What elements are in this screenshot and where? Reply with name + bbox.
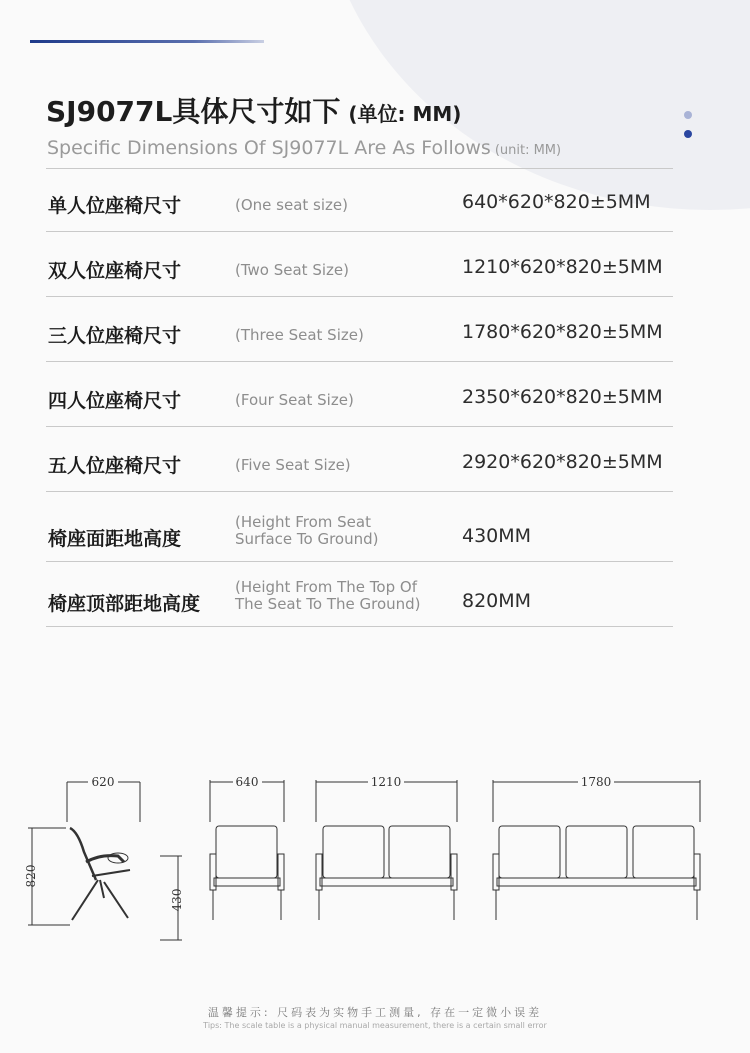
- front-view-1-seat: [210, 775, 284, 920]
- decor-dot: [684, 130, 692, 138]
- row-label-cn: 四人位座椅尺寸: [48, 390, 182, 412]
- width-2-label: 1210: [370, 775, 402, 789]
- side-depth-label: 620: [91, 775, 115, 789]
- row-value: 820MM: [462, 590, 532, 612]
- row-label-en: (Three Seat Size): [235, 326, 364, 344]
- size-row: [46, 169, 673, 232]
- front-view-2-seat: [316, 775, 457, 920]
- row-label-cn: 单人位座椅尺寸: [48, 195, 182, 217]
- row-label-en: (One seat size): [235, 196, 348, 214]
- row-label-en: (Height From Seat Surface To Ground): [235, 513, 379, 548]
- size-row: [46, 492, 673, 562]
- accent-bar: [30, 40, 264, 43]
- title-cn-text: SJ9077L具体尺寸如下: [46, 95, 341, 128]
- size-row: [46, 297, 673, 362]
- row-label-cn: 双人位座椅尺寸: [48, 260, 182, 282]
- row-label-en: (Five Seat Size): [235, 456, 351, 474]
- page-subtitle: [47, 137, 561, 159]
- row-value: 2920*620*820±5MM: [462, 451, 663, 473]
- row-label-cn: 椅座顶部距地高度: [48, 593, 201, 615]
- footer-tip-en: Tips: The scale table is a physical manual measurement, there is a certain small error: [203, 1021, 547, 1030]
- front-view-3-seat: [493, 775, 700, 920]
- row-value: 1210*620*820±5MM: [462, 256, 663, 278]
- row-label-en: (Height From The Top Of The Seat To The Ground): [235, 578, 421, 613]
- row-value: 2350*620*820±5MM: [462, 386, 663, 408]
- width-3-label: 1780: [580, 775, 612, 789]
- row-value: 640*620*820±5MM: [462, 191, 651, 213]
- side-view-drawing: [24, 775, 184, 940]
- size-row: [46, 232, 673, 297]
- row-label-cn: 椅座面距地高度: [48, 528, 182, 550]
- size-row: [46, 362, 673, 427]
- row-label-en: (Four Seat Size): [235, 391, 354, 409]
- row-label-en: (Two Seat Size): [235, 261, 349, 279]
- row-value: 1780*620*820±5MM: [462, 321, 663, 343]
- decor-dot: [684, 111, 692, 119]
- width-1-label: 640: [235, 775, 259, 789]
- footer-tip-cn: 温馨提示: 尺码表为实物手工测量, 存在一定微小误差: [207, 1006, 543, 1019]
- title-unit: (单位: MM): [348, 102, 462, 126]
- row-value: 430MM: [462, 525, 532, 547]
- side-seat-height-label: 430: [170, 888, 184, 912]
- dimension-drawings: [0, 760, 750, 960]
- page-title: [46, 90, 461, 130]
- side-height-label: 820: [24, 864, 38, 888]
- row-label-cn: 三人位座椅尺寸: [48, 325, 182, 347]
- title-en-text: Specific Dimensions Of SJ9077L Are As Follows: [47, 137, 491, 159]
- row-label-cn: 五人位座椅尺寸: [48, 455, 182, 477]
- size-row: [46, 562, 673, 627]
- size-row: [46, 427, 673, 492]
- title-en-unit: (unit: MM): [494, 143, 562, 158]
